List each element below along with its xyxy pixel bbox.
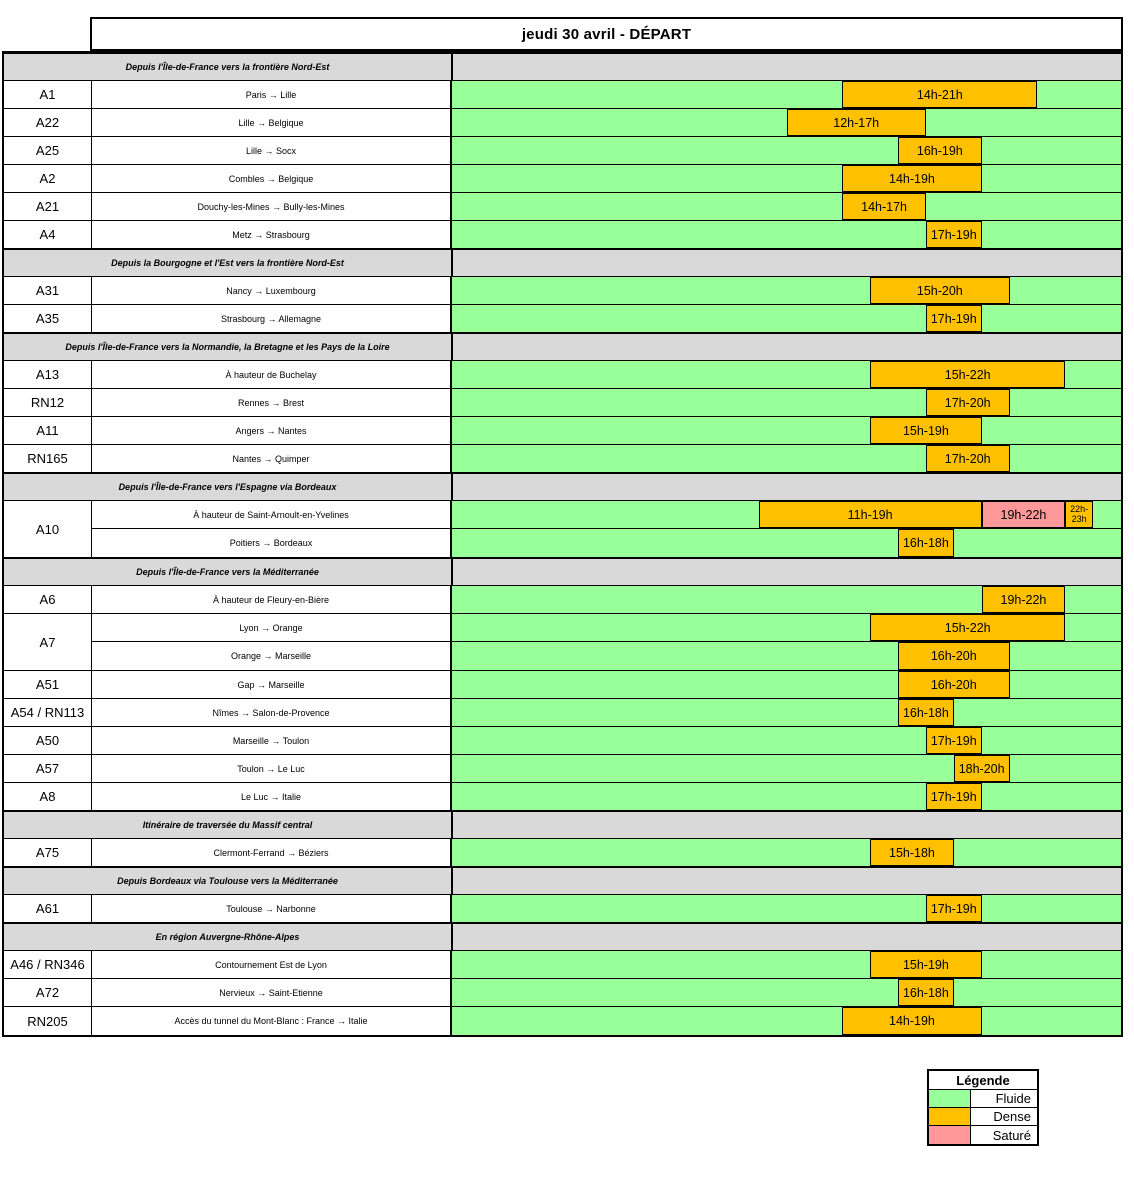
timeline-segment-dense — [954, 755, 1010, 782]
route-label: Nantes → Quimper — [92, 445, 452, 472]
timeline-segment-dense — [842, 1007, 981, 1035]
timeline-segment-dense — [926, 895, 982, 922]
section-title: En région Auvergne-Rhône-Alpes — [4, 924, 453, 950]
segment-time-label: 12h-17h — [833, 115, 880, 130]
segment-time-label: 11h-19h — [847, 507, 893, 522]
timeline-bar — [452, 109, 1121, 136]
timeline-bar — [452, 783, 1121, 810]
section-title: Depuis l'Île-de-France vers la frontière Nord-Est — [4, 54, 453, 80]
timeline-bar — [452, 389, 1121, 416]
route-label: Marseille → Toulon — [92, 727, 452, 754]
section-title: Depuis Bordeaux via Toulouse vers la Méditerranée — [4, 868, 453, 894]
timeline-bar — [452, 614, 1121, 641]
road-label: RN165 — [4, 445, 92, 472]
route-label: Nervieux → Saint-Etienne — [92, 979, 452, 1006]
timeline-segment-dense — [870, 417, 982, 444]
table-row — [4, 109, 1121, 137]
segment-time-label: 22h-23h — [1070, 504, 1089, 524]
route-label: Accès du tunnel du Mont-Blanc : France → Italie — [92, 1007, 452, 1035]
timeline-bar — [452, 755, 1121, 782]
timeline-segment-dense — [898, 979, 954, 1006]
road-label: A61 — [4, 895, 92, 922]
section-timeline-cell — [453, 250, 1121, 276]
road-group-row — [4, 501, 1121, 558]
timeline-bar — [452, 727, 1121, 754]
route-label: Lyon → Orange — [92, 614, 452, 641]
forecast-table — [2, 51, 1123, 1037]
road-label: A11 — [4, 417, 92, 444]
timeline-bar — [452, 699, 1121, 726]
table-row — [4, 165, 1121, 193]
route-label: Contournement Est de Lyon — [92, 951, 452, 978]
table-row — [92, 529, 1121, 557]
section-title: Depuis la Bourgogne et l'Est vers la frontière Nord-Est — [4, 250, 453, 276]
timeline-segment-dense — [870, 277, 1009, 304]
road-label: RN205 — [4, 1007, 92, 1035]
table-row — [4, 586, 1121, 614]
route-label: Gap → Marseille — [92, 671, 452, 698]
segment-time-label: 16h-18h — [902, 985, 949, 1000]
timeline-segment-sature — [982, 501, 1066, 528]
route-label: Toulon → Le Luc — [92, 755, 452, 782]
route-label: Orange → Marseille — [92, 642, 452, 670]
route-label: Nîmes → Salon-de-Provence — [92, 699, 452, 726]
timeline-segment-dense — [982, 586, 1066, 613]
road-label: RN12 — [4, 389, 92, 416]
segment-time-label: 16h-20h — [930, 677, 977, 692]
route-label: Douchy-les-Mines → Bully-les-Mines — [92, 193, 452, 220]
road-label: A13 — [4, 361, 92, 388]
route-label: Rennes → Brest — [92, 389, 452, 416]
timeline-bar — [452, 895, 1121, 922]
timeline-bar — [452, 165, 1121, 192]
timeline-bar — [452, 671, 1121, 698]
table-row — [4, 839, 1121, 867]
timeline-bar — [452, 529, 1121, 557]
section-header-row — [4, 53, 1121, 81]
segment-time-label: 14h-19h — [889, 171, 935, 186]
table-row — [92, 642, 1121, 670]
section-timeline-cell — [453, 54, 1121, 80]
legend-label: Fluide — [995, 1091, 1031, 1106]
timeline-segment-dense — [898, 642, 1010, 670]
timeline-bar — [452, 586, 1121, 613]
table-row — [4, 951, 1121, 979]
route-label: Metz → Strasbourg — [92, 221, 452, 248]
table-row — [4, 783, 1121, 811]
segment-time-label: 14h-21h — [916, 87, 963, 102]
table-row — [4, 445, 1121, 473]
road-label: A50 — [4, 727, 92, 754]
legend-row — [929, 1090, 1037, 1108]
section-header-row — [4, 811, 1121, 839]
route-label: Le Luc → Italie — [92, 783, 452, 810]
segment-time-label: 17h-19h — [930, 733, 977, 748]
road-label: A57 — [4, 755, 92, 782]
legend-label: Dense — [993, 1109, 1031, 1124]
section-header-row — [4, 333, 1121, 361]
segment-time-label: 15h-18h — [889, 845, 935, 860]
section-title: Depuis l'Île-de-France vers la Méditerranée — [4, 559, 453, 585]
table-row — [4, 137, 1121, 165]
segment-time-label: 19h-22h — [1000, 507, 1047, 522]
legend-title: Légende — [929, 1071, 1037, 1090]
section-header-row — [4, 558, 1121, 586]
route-label: Paris → Lille — [92, 81, 452, 108]
timeline-bar — [452, 1007, 1121, 1035]
timeline-bar — [452, 277, 1121, 304]
timeline-bar — [452, 951, 1121, 978]
road-label: A25 — [4, 137, 92, 164]
table-row — [92, 614, 1121, 642]
route-label: Combles → Belgique — [92, 165, 452, 192]
route-label: Lille → Belgique — [92, 109, 452, 136]
section-timeline-cell — [453, 868, 1121, 894]
timeline-segment-dense — [898, 671, 1010, 698]
timeline-bar — [452, 979, 1121, 1006]
road-label: A75 — [4, 839, 92, 866]
segment-time-label: 15h-19h — [902, 423, 949, 438]
road-label: A6 — [4, 586, 92, 613]
route-label: Lille → Socx — [92, 137, 452, 164]
route-label: Strasbourg → Allemagne — [92, 305, 452, 332]
timeline-segment-dense — [926, 221, 982, 248]
table-row — [4, 221, 1121, 249]
timeline-segment-dense — [870, 614, 1065, 641]
road-group-routes — [92, 501, 1121, 557]
table-row — [4, 193, 1121, 221]
legend-swatch-dense — [929, 1108, 971, 1125]
road-label: A8 — [4, 783, 92, 810]
segment-time-label: 17h-20h — [944, 451, 991, 466]
table-row — [4, 81, 1121, 109]
table-row — [92, 501, 1121, 529]
timeline-bar — [452, 81, 1121, 108]
legend-swatch-fluide — [929, 1090, 971, 1107]
timeline-bar — [452, 445, 1121, 472]
legend-row — [929, 1126, 1037, 1144]
legend — [927, 1069, 1039, 1146]
table-row — [4, 417, 1121, 445]
segment-time-label: 17h-19h — [930, 311, 977, 326]
timeline-bar — [452, 417, 1121, 444]
timeline-bar — [452, 839, 1121, 866]
timeline-bar — [452, 137, 1121, 164]
section-title: Depuis l'Île-de-France vers la Normandie, la Bretagne et les Pays de la Loire — [4, 334, 453, 360]
segment-time-label: 15h-22h — [944, 367, 991, 382]
section-header-row — [4, 923, 1121, 951]
table-row — [4, 699, 1121, 727]
route-label: À hauteur de Fleury-en-Bière — [92, 586, 452, 613]
table-row — [4, 1007, 1121, 1035]
timeline-bar — [452, 221, 1121, 248]
page-title — [90, 17, 1123, 51]
road-group-routes — [92, 614, 1121, 670]
section-timeline-cell — [453, 474, 1121, 500]
page-title-text: jeudi 30 avril - DÉPART — [521, 25, 692, 43]
timeline-bar — [452, 361, 1121, 388]
timeline-segment-dense — [926, 727, 982, 754]
segment-time-label: 15h-20h — [916, 283, 963, 298]
timeline-segment-dense — [926, 305, 982, 332]
section-title: Itinéraire de traversée du Massif central — [4, 812, 453, 838]
route-label: À hauteur de Buchelay — [92, 361, 452, 388]
table-row — [4, 389, 1121, 417]
timeline-bar — [452, 501, 1121, 528]
timeline-segment-dense — [842, 165, 981, 192]
timeline-segment-dense — [898, 137, 982, 164]
road-label: A7 — [4, 614, 92, 670]
road-group-row — [4, 614, 1121, 671]
segment-time-label: 19h-22h — [1000, 592, 1047, 607]
timeline-segment-dense — [926, 783, 982, 810]
table-row — [4, 979, 1121, 1007]
legend-row — [929, 1108, 1037, 1126]
road-label: A21 — [4, 193, 92, 220]
legend-label: Saturé — [992, 1127, 1031, 1143]
segment-time-label: 14h-19h — [889, 1014, 935, 1028]
timeline-segment-dense — [842, 81, 1037, 108]
road-label: A51 — [4, 671, 92, 698]
legend-items — [929, 1090, 1037, 1144]
timeline-segment-dense — [898, 529, 954, 557]
table-row — [4, 361, 1121, 389]
section-timeline-cell — [453, 559, 1121, 585]
table-row — [4, 895, 1121, 923]
route-label: Angers → Nantes — [92, 417, 452, 444]
road-label: A2 — [4, 165, 92, 192]
segment-time-label: 15h-22h — [944, 620, 991, 635]
timeline-segment-dense — [759, 501, 982, 528]
road-label: A35 — [4, 305, 92, 332]
route-label: Nancy → Luxembourg — [92, 277, 452, 304]
table-row — [4, 755, 1121, 783]
road-label: A4 — [4, 221, 92, 248]
section-timeline-cell — [453, 334, 1121, 360]
section-header-row — [4, 473, 1121, 501]
segment-time-label: 14h-17h — [861, 199, 907, 214]
timeline-bar — [452, 193, 1121, 220]
timeline-bar — [452, 305, 1121, 332]
road-label: A31 — [4, 277, 92, 304]
timeline-segment-dense — [870, 839, 954, 866]
road-label: A10 — [4, 501, 92, 557]
road-label: A1 — [4, 81, 92, 108]
section-title: Depuis l'Île-de-France vers l'Espagne via Bordeaux — [4, 474, 453, 500]
table-row — [4, 277, 1121, 305]
segment-time-label: 16h-20h — [930, 649, 977, 663]
segment-time-label: 16h-18h — [902, 536, 949, 550]
road-label: A72 — [4, 979, 92, 1006]
route-label: À hauteur de Saint-Arnoult-en-Yvelines — [92, 501, 452, 528]
section-timeline-cell — [453, 812, 1121, 838]
segment-time-label: 17h-19h — [930, 789, 977, 804]
segment-time-label: 17h-19h — [930, 901, 977, 916]
section-header-row — [4, 867, 1121, 895]
road-label: A46 / RN346 — [4, 951, 92, 978]
route-label: Poitiers → Bordeaux — [92, 529, 452, 557]
timeline-segment-dense — [1065, 501, 1093, 528]
table-row — [4, 727, 1121, 755]
road-label: A54 / RN113 — [4, 699, 92, 726]
table-row — [4, 305, 1121, 333]
segment-time-label: 18h-20h — [958, 761, 1005, 776]
road-label: A22 — [4, 109, 92, 136]
route-label: Toulouse → Narbonne — [92, 895, 452, 922]
segment-time-label: 16h-19h — [916, 143, 963, 158]
segment-time-label: 15h-19h — [902, 957, 949, 972]
segment-time-label: 17h-20h — [944, 395, 991, 410]
section-header-row — [4, 249, 1121, 277]
segment-time-label: 17h-19h — [930, 227, 977, 242]
table-row — [4, 671, 1121, 699]
timeline-segment-dense — [842, 193, 926, 220]
section-timeline-cell — [453, 924, 1121, 950]
route-label: Clermont-Ferrand → Béziers — [92, 839, 452, 866]
timeline-segment-dense — [870, 951, 982, 978]
timeline-segment-dense — [926, 445, 1010, 472]
timeline-segment-dense — [787, 109, 926, 136]
timeline-segment-dense — [870, 361, 1065, 388]
timeline-segment-dense — [898, 699, 954, 726]
legend-swatch-sature — [929, 1126, 971, 1144]
timeline-segment-dense — [926, 389, 1010, 416]
timeline-bar — [452, 642, 1121, 670]
segment-time-label: 16h-18h — [902, 705, 949, 720]
